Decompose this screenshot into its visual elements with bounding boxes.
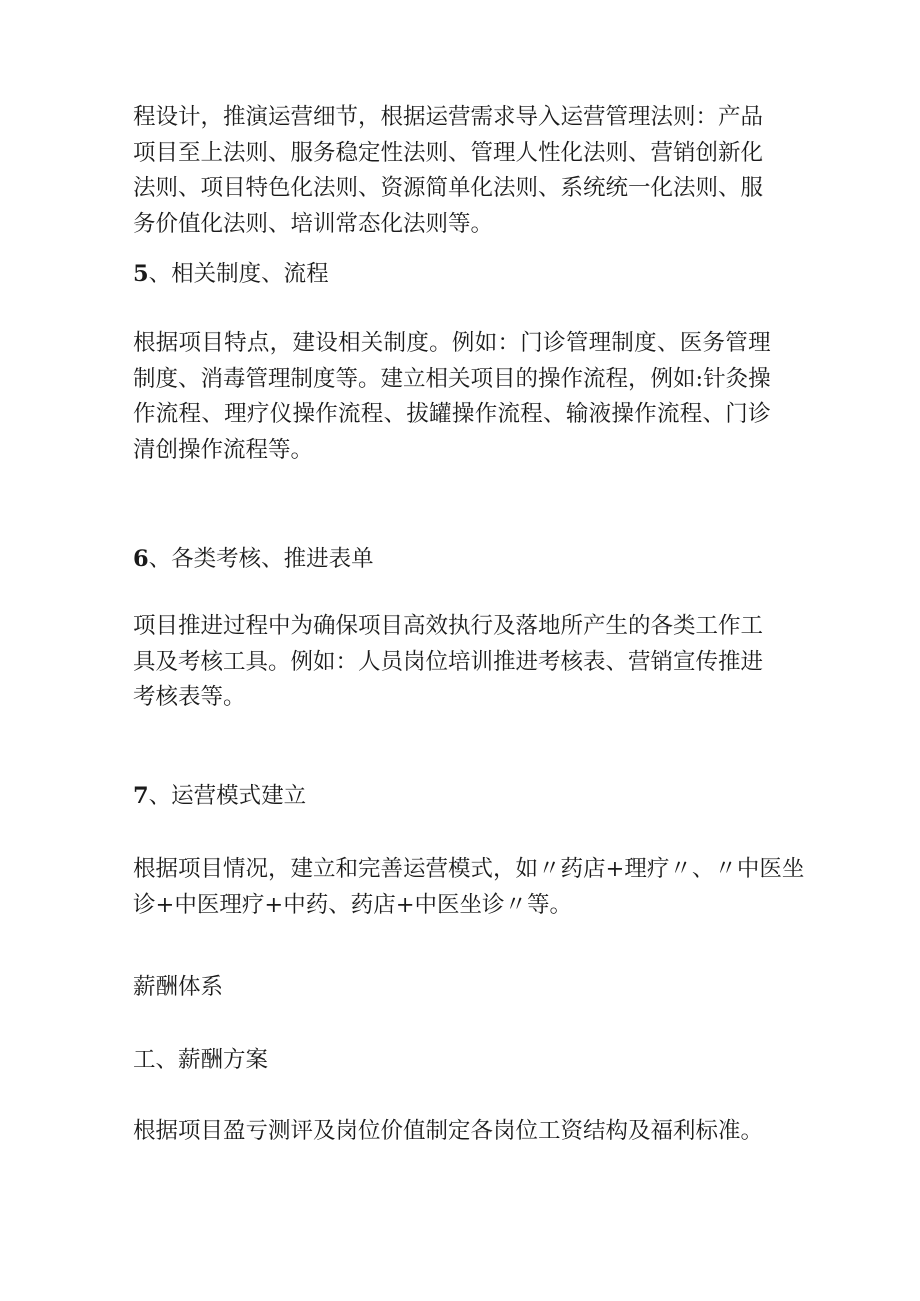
text-line: 务价值化法则、培训常态化法则等。 — [133, 210, 494, 237]
section-number: 7 — [133, 783, 149, 809]
section-heading-5 — [133, 257, 329, 292]
paragraph-operations-rules — [133, 100, 763, 242]
text-line: 作流程、理疗仪操作流程、拔罐操作流程、输液操作流程、门诊 — [133, 401, 771, 427]
section-number: 6 — [133, 546, 149, 572]
text-line: 具及考核工具。例如：人员岗位培训推进考核表、营销宣传推进 — [133, 648, 764, 675]
text-line: 程设计，推演运营细节，根据运营需求导入运营管理法则：产品 — [133, 104, 764, 130]
paragraph-operating-model — [133, 852, 804, 923]
section-heading-7 — [133, 779, 306, 814]
text-line: 清创操作流程等。 — [133, 436, 314, 463]
paragraph-rules-processes — [133, 326, 771, 468]
text-line: 制度、消毒管理制度等。建立相关项目的操作流程，例如:针灸操 — [133, 365, 771, 392]
text-line: 根据项目盈亏测评及岗位价值制定各岗位工资结构及福利标准。 — [133, 1118, 764, 1144]
heading-salary-system: 薪酬体系 — [133, 974, 224, 1000]
section-title: 、各类考核、推进表单 — [148, 546, 374, 572]
text-line: 法则、项目特色化法则、资源简单化法则、系统统一化法则、服 — [133, 175, 764, 201]
text-line: 根据项目特点，建设相关制度。例如：门诊管理制度、医务管理 — [133, 330, 771, 356]
section-title: 、运营模式建立 — [148, 783, 307, 809]
section-number: 5 — [133, 261, 149, 287]
heading-salary-plan: 工、薪酬方案 — [133, 1047, 269, 1073]
text-line: 项目推进过程中为确保项目高效执行及落地所产生的各类工作工 — [133, 613, 764, 639]
text-line: 考核表等。 — [133, 684, 246, 710]
section-heading-6 — [133, 542, 374, 577]
paragraph-salary-plan — [133, 1114, 763, 1150]
paragraph-assessment-forms — [133, 609, 763, 716]
section-title: 、相关制度、流程 — [148, 261, 329, 287]
text-line: 项目至上法则、服务稳定性法则、管理人性化法则、营销创新化 — [133, 139, 764, 166]
text-line: 诊+中医理疗+中药、药店+中医坐诊〃等。 — [133, 891, 573, 918]
text-line: 根据项目情况，建立和完善运营模式，如〃药店+理疗〃、〃中医坐 — [133, 856, 805, 882]
